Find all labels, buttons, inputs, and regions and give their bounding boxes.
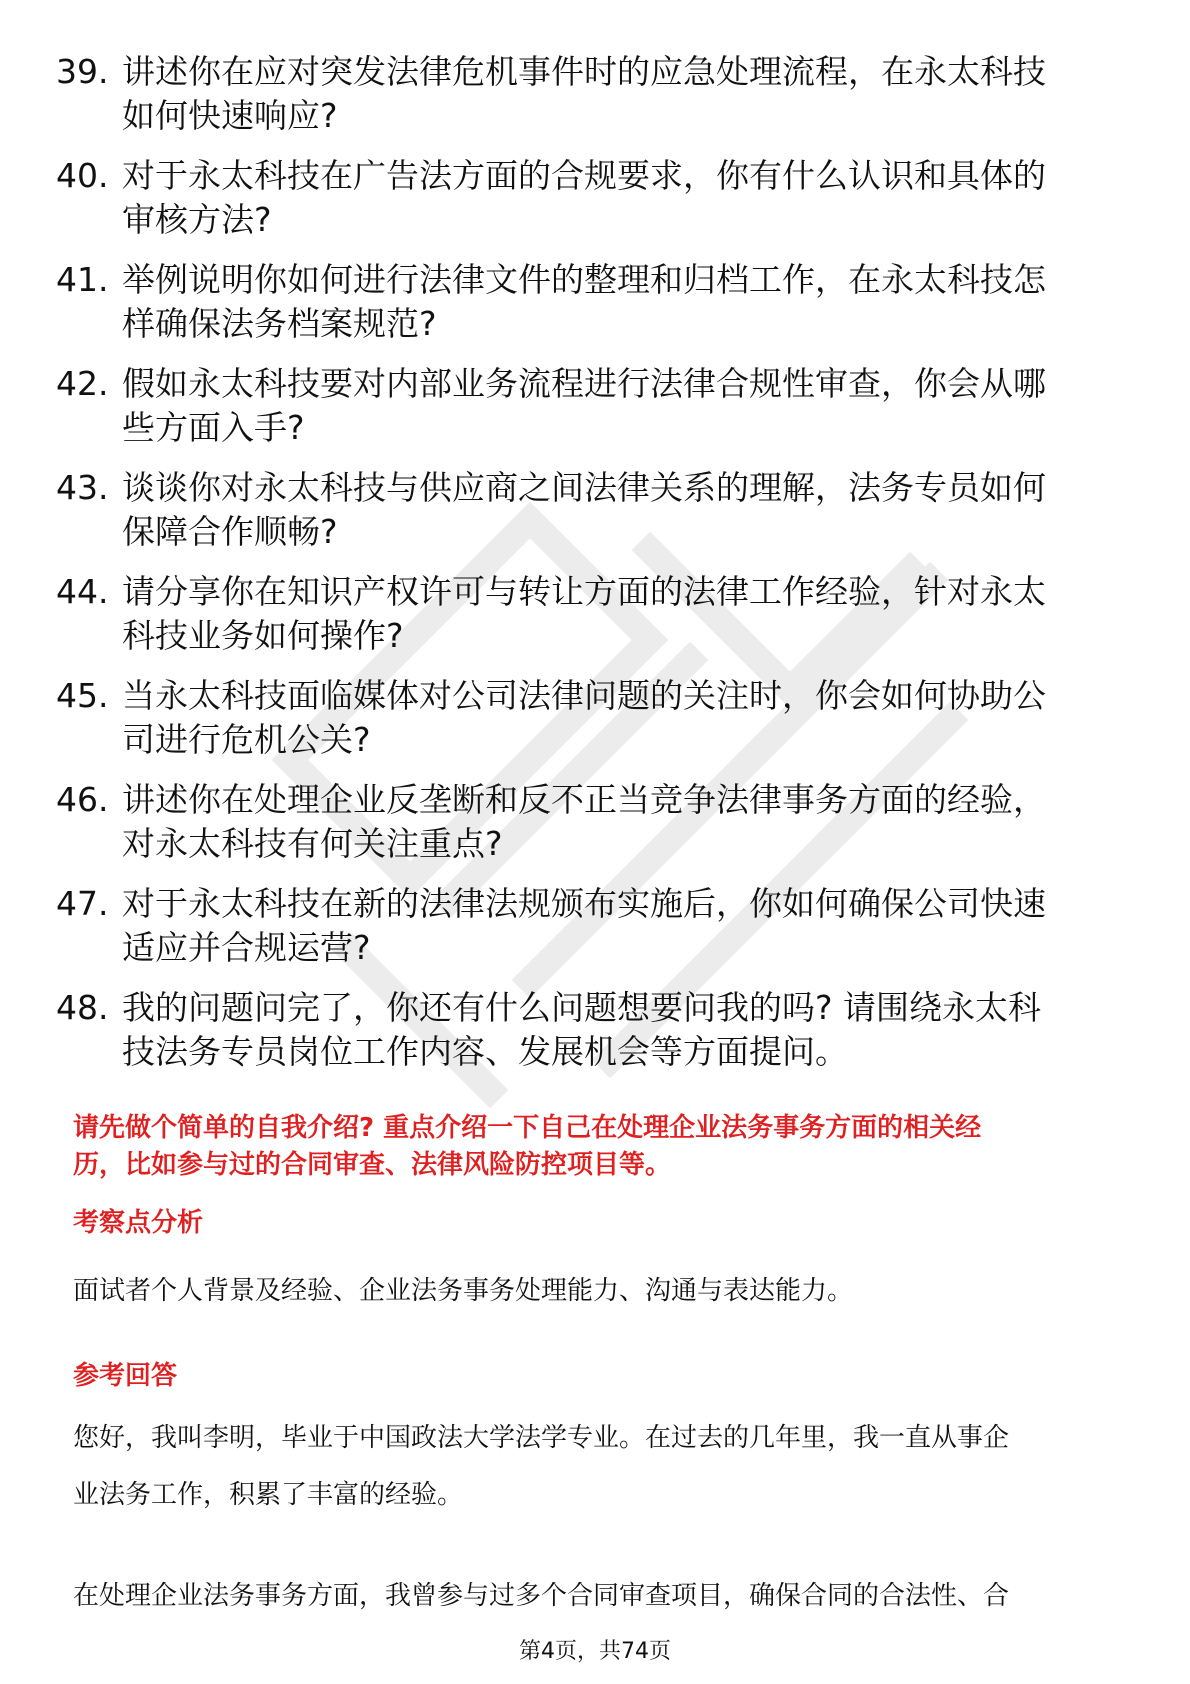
featured-question-line: 历，比如参与过的合同审查、法律风险防控项目等。 <box>73 1150 672 1180</box>
featured-question-line: 请先做个简单的自我介绍? 重点介绍一下自己在处理企业法务事务方面的相关经 <box>73 1113 982 1143</box>
question-item-46 <box>56 778 1116 866</box>
question-item-48 <box>56 986 1116 1074</box>
question-text-line: 些方面入手? <box>122 408 305 447</box>
answer-paragraph-2 <box>73 1568 1118 1625</box>
question-text-line: 适应并合规运营? <box>122 928 371 967</box>
question-text-line: 技法务专员岗位工作内容、发展机会等方面提问。 <box>122 1032 848 1071</box>
question-number: 48. <box>56 988 109 1027</box>
page-footer: 第4页，共74页 <box>519 1639 671 1664</box>
question-text-line: 司进行危机公关? <box>122 720 371 759</box>
answer-line: 在处理企业法务事务方面，我曾参与过多个合同审查项目，确保合同的合法性、合 <box>73 1581 1010 1611</box>
question-text-line: 保障合作顺畅? <box>122 512 338 551</box>
question-number: 45. <box>56 676 109 715</box>
question-item-45 <box>56 674 1116 762</box>
question-text-line: 讲述你在应对突发法律危机事件时的应急处理流程，在永太科技 <box>122 52 1046 91</box>
question-text-line: 如何快速响应? <box>122 96 338 135</box>
question-item-41 <box>56 258 1116 346</box>
question-number: 40. <box>56 156 109 195</box>
question-item-43 <box>56 466 1116 554</box>
question-text-line: 当永太科技面临媒体对公司法律问题的关注时，你会如何协助公 <box>122 676 1046 715</box>
question-item-42 <box>56 362 1116 450</box>
question-text-line: 举例说明你如何进行法律文件的整理和归档工作，在永太科技怎 <box>122 260 1046 299</box>
question-item-39 <box>56 50 1116 138</box>
question-text-line: 科技业务如何操作? <box>122 616 404 655</box>
question-number: 46. <box>56 780 109 819</box>
question-text-line: 假如永太科技要对内部业务流程进行法律合规性审查，你会从哪 <box>122 364 1046 403</box>
question-number: 44. <box>56 572 109 611</box>
question-text-line: 对于永太科技在广告法方面的合规要求，你有什么认识和具体的 <box>122 156 1046 195</box>
answer-heading: 参考回答 <box>73 1361 178 1391</box>
question-item-44 <box>56 570 1116 658</box>
featured-question <box>73 1110 1113 1184</box>
question-item-40 <box>56 154 1116 242</box>
question-item-47 <box>56 882 1116 970</box>
answer-line: 您好，我叫李明，毕业于中国政法大学法学专业。在过去的几年里，我一直从事企 <box>73 1423 1010 1453</box>
question-text-line: 对于永太科技在新的法律法规颁布实施后，你如何确保公司快速 <box>122 884 1046 923</box>
question-number: 39. <box>56 52 109 91</box>
question-number: 42. <box>56 364 109 403</box>
question-text-line: 对永太科技有何关注重点? <box>122 824 503 863</box>
question-text-line: 审核方法? <box>122 200 272 239</box>
question-list <box>56 50 1116 1090</box>
question-text-line: 样确保法务档案规范? <box>122 304 437 343</box>
question-number: 43. <box>56 468 109 507</box>
answer-line: 业法务工作，积累了丰富的经验。 <box>73 1480 464 1510</box>
analysis-text: 面试者个人背景及经验、企业法务事务处理能力、沟通与表达能力。 <box>73 1276 854 1306</box>
question-text-line: 讲述你在处理企业反垄断和反不正当竞争法律事务方面的经验， <box>122 780 1046 819</box>
question-text-line: 请分享你在知识产权许可与转让方面的法律工作经验，针对永太 <box>122 572 1046 611</box>
analysis-heading: 考察点分析 <box>73 1208 204 1238</box>
question-number: 47. <box>56 884 109 923</box>
question-number: 41. <box>56 260 109 299</box>
question-text-line: 谈谈你对永太科技与供应商之间法律关系的理解，法务专员如何 <box>122 468 1046 507</box>
question-text-line: 我的问题问完了，你还有什么问题想要问我的吗? 请围绕永太科 <box>122 988 1042 1027</box>
answer-paragraph-1 <box>73 1410 1118 1524</box>
